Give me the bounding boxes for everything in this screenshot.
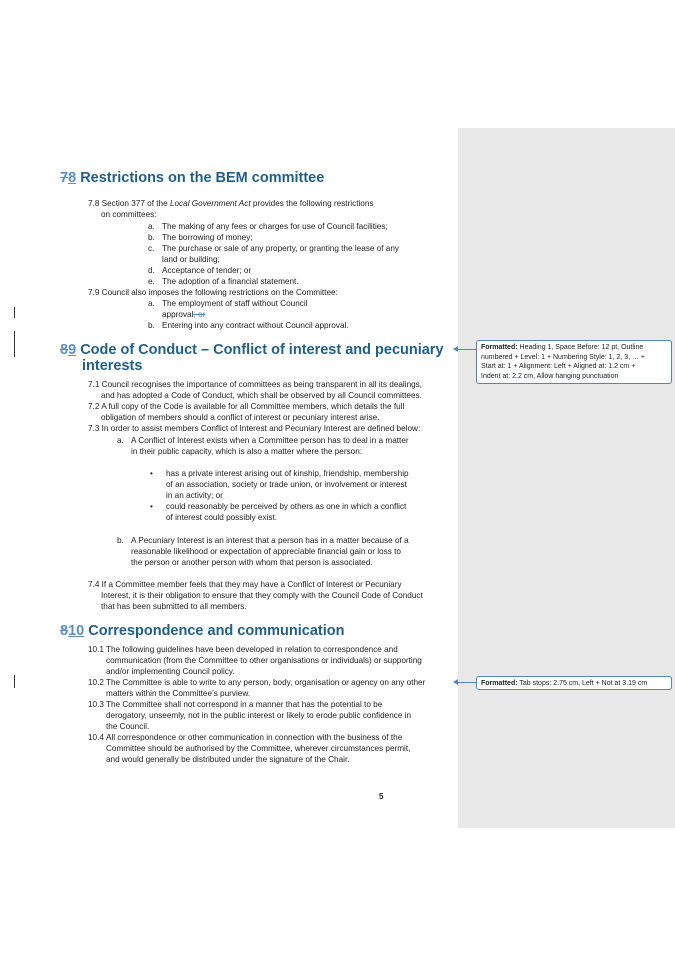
paragraph-line: The Committee shall not correspond in a manner that has the potential to be: [106, 700, 383, 709]
heading-number-inserted: 10: [68, 623, 85, 639]
list-item: The adoption of a financial statement.: [162, 277, 299, 286]
paragraph-line: The following guidelines have been developed in relation to correspondence and: [106, 645, 398, 654]
change-bar: [14, 675, 15, 688]
paragraph-line: communication (from the Committee to other organisations or individuals) or supporting: [106, 656, 422, 665]
heading-number-deleted: 8: [60, 342, 69, 358]
paragraph-7-2: 7.2 A full copy of the Code is available for all Committee members, which details the full: [88, 402, 405, 411]
section-heading-correspondence: [60, 623, 344, 640]
balloon-text: numbered + Level: 1 + Numbering Style: 1, 2, 3, … +: [481, 353, 646, 361]
list-marker: b.: [148, 233, 155, 242]
paragraph-number: 10.2: [88, 678, 104, 687]
paragraph-line: that has been submitted to all members.: [101, 602, 247, 611]
balloon-text: Heading 1, Space Before: 12 pt, Outline: [517, 344, 644, 351]
bullet-item: has a private interest arising out of kinship, friendship, membership: [166, 469, 409, 478]
list-item: land or building;: [162, 255, 220, 264]
list-marker: a.: [148, 299, 155, 308]
paragraph-line: and has adopted a Code of Conduct, which shall be observed by all Council committees.: [101, 391, 422, 400]
change-bar: [14, 307, 15, 318]
paragraph-line: All correspondence or other communication in connection with the business of the: [106, 733, 403, 742]
list-marker: b.: [117, 536, 124, 545]
balloon-label: Formatted:: [481, 344, 518, 351]
list-marker: a.: [117, 436, 124, 445]
comment-balloon-formatting[interactable]: [476, 340, 672, 384]
list-item: Entering into any contract without Council approval.: [162, 321, 349, 330]
paragraph-line: and would generally be distributed under the signature of the Chair.: [106, 755, 350, 764]
change-bar: [14, 331, 15, 357]
list-item: The employment of staff without Council: [162, 299, 308, 308]
heading-title: Code of Conduct – Conflict of interest and pecuniary: [80, 342, 444, 358]
heading-number-inserted: 8: [68, 170, 77, 186]
paragraph-7-9: 7.9 Council also imposes the following restrictions on the Committee:: [88, 288, 338, 297]
paragraph-line: Interest, it is their obligation to ensure that they comply with the Council Code of Conduct: [101, 591, 423, 600]
bullet-icon: •: [150, 502, 153, 511]
section-heading-code-of-conduct: [60, 342, 444, 359]
list-marker: b.: [148, 321, 155, 330]
paragraph-line: derogatory, unseemly, not in the public interest or likely to erode public confidence in: [106, 711, 412, 720]
list-item: A Pecuniary Interest is an interest that a person has in a matter because of a: [131, 536, 409, 545]
paragraph-line: The Committee is able to write to any person, body, organisation or agency on any other: [106, 678, 426, 687]
text: 7.8 Section 377 of the: [88, 199, 170, 208]
bullet-item: in an activity; or: [166, 491, 223, 500]
comment-connector: [458, 682, 476, 683]
list-marker: c.: [148, 244, 155, 253]
paragraph-number: 10.4: [88, 733, 104, 742]
list-item: Acceptance of tender; or: [162, 266, 252, 275]
deleted-text: ; or: [193, 310, 206, 319]
paragraph-line: Committee should be authorised by the Committee, wherever circumstances permit,: [106, 744, 411, 753]
comment-balloon-tab-stops[interactable]: [476, 676, 672, 690]
list-item: reasonable likelihood or expectation of appreciable financial gain or loss to: [131, 547, 401, 556]
markup-pane: [458, 128, 675, 828]
list-item: A Conflict of Interest exists when a Committee person has to deal in a matter: [131, 436, 409, 445]
paragraph-line: and/or implementing Council policy.: [106, 667, 235, 676]
paragraph-line: on committees:: [101, 210, 157, 219]
list-item: The making of any fees or charges for use of Council facilities;: [162, 222, 388, 231]
paragraph-7-4: 7.4 If a Committee member feels that they may have a Conflict of Interest or Pecuniary: [88, 580, 402, 589]
paragraph-7-3: 7.3 In order to assist members Conflict of Interest and Pecuniary Interest are defined below:: [88, 424, 421, 433]
text: provides the following restrictions: [250, 199, 374, 208]
list-item: the person or another person with whom that person is associated.: [131, 558, 373, 567]
list-marker: a.: [148, 222, 155, 231]
heading-number-deleted: 7: [60, 170, 69, 186]
paragraph-line: obligation of members should a conflict of interest or pecuniary interest arise.: [101, 413, 380, 422]
balloon-label: Formatted:: [481, 680, 518, 687]
list-marker: d.: [148, 266, 155, 275]
list-item: The borrowing of money;: [162, 233, 253, 242]
bullet-item: of an association, society or trade union, or involvement or interest: [166, 480, 407, 489]
balloon-text: Start at: 1 + Alignment: Left + Aligned at: 1.2 cm +: [481, 363, 636, 371]
balloon-text: Indent at: 2.2 cm, Allow hanging punctuation: [481, 372, 619, 380]
heading-title: Restrictions on the BEM committee: [80, 170, 325, 186]
heading-title: Correspondence and communication: [88, 623, 345, 639]
connector-arrow-icon: [453, 679, 458, 685]
comment-connector: [458, 349, 476, 350]
bullet-item: could reasonably be perceived by others as one in which a conflict: [166, 502, 407, 511]
page-number: 5: [379, 792, 384, 801]
list-marker: e.: [148, 277, 155, 286]
list-item: The purchase or sale of any property, or granting the lease of any: [162, 244, 399, 253]
paragraph-number: 10.1: [88, 645, 104, 654]
italic-text: Local Government Act: [169, 199, 251, 208]
bullet-item: of interest could possibly exist.: [166, 513, 278, 522]
bullet-icon: •: [150, 469, 153, 478]
list-item: [162, 309, 205, 320]
paragraph-7-1: 7.1 Council recognises the importance of committees as being transparent in all its dealings,: [88, 380, 423, 389]
heading-title-continued: interests: [82, 358, 143, 374]
paragraph-line: the Council.: [106, 722, 150, 731]
connector-arrow-icon: [453, 346, 458, 352]
paragraph-number: 10.3: [88, 700, 104, 709]
balloon-text: Tab stops: 2.75 cm, Left + Not at 3.19 cm: [517, 680, 648, 687]
paragraph-7-8: [88, 198, 374, 209]
paragraph-line: matters within the Committee’s purview.: [106, 689, 251, 698]
section-heading-restrictions: [60, 170, 324, 187]
list-item: in their public capacity, which is also a matter where the person:: [131, 447, 363, 456]
heading-number-inserted: 9: [68, 342, 77, 358]
text: approval: [162, 310, 194, 319]
heading-number-deleted: 8: [60, 623, 69, 639]
